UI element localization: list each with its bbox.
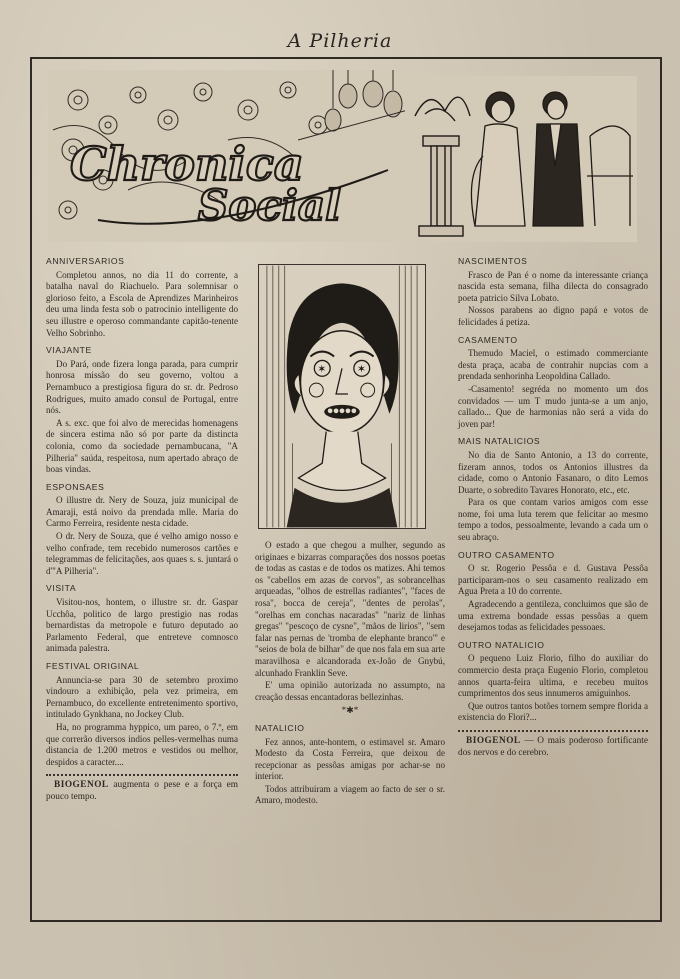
casamento-text-2: -Casamento! segréda no momento um dos convidados — um T mudo junta-se a um anjo, callado... Que de harmonias não será a vida do joven par! xyxy=(458,383,648,429)
dotted-divider xyxy=(458,730,648,732)
natalicio-text-1: Fez annos, ante-hontem, o estimavel sr. Amaro Modesto da Costa Ferreira, que deixou de recepcionar as pessôas amigas por achar-se no interior. xyxy=(255,736,445,782)
ad-text: augmenta o pese e a força em pouco tempo. xyxy=(46,780,238,803)
ad-text: — O mais poderoso fortificante dos nervos e do cerebro. xyxy=(458,735,648,758)
biogenol-ad-left xyxy=(46,780,238,804)
section-heading-nascimentos: NASCIMENTOS xyxy=(458,256,528,266)
chronica-social-banner xyxy=(48,70,408,242)
section-heading-anniversarios: ANNIVERSARIOS xyxy=(46,256,125,266)
asterism-divider: *✱* xyxy=(341,705,359,716)
outro-casamento-text-2: Agradecendo a gentileza, concluimos que são de uma extrema bondade essas pessôas a quem desejamos todas as felicidades pessoaes. xyxy=(458,599,648,633)
section-heading-casamento: CASAMENTO xyxy=(458,334,518,345)
casamento-text-1: Themudo Maciel, o estimado commerciante desta praça, acaba de contrahir nupcias com a prendada senhorinha Leopoldina Callado. xyxy=(458,348,648,382)
magazine-title: A Pilheria xyxy=(287,30,393,52)
ad-brand: BIOGENOL xyxy=(466,735,521,746)
festival-text-1: Annuncia-se para 30 de setembro proximo vindouro a exhibição, pela vez primeira, em Pernambuco, do excellente entretenimento sportivo, intitulado Gynkhana, no Jockey Club. xyxy=(46,674,238,720)
dotted-divider xyxy=(46,774,238,776)
outro-natalicio-text-1: O pequeno Luiz Florio, filho do auxiliar do commercio desta praça Eugenio Florio, completou annos quarta-feira ultima, e recebeu muitos cumprimentos dos seus innumeros amiguinhos. xyxy=(458,653,648,699)
outro-natalicio-text-2: Que outros tantos botões tornem sempre florida a existencia do Flori?... xyxy=(458,700,648,723)
right-column xyxy=(458,250,648,760)
section-heading-viajante: VIAJANTE xyxy=(46,345,92,356)
mais-natalicios-text-2: Para os que contam varios amigos com esse nome, foi uma luta terem que felicitar ao mesmo tempo a todos, pessoalmente, levando a cada um o seu abraço. xyxy=(458,497,648,543)
svg-text:✶: ✶ xyxy=(356,362,366,376)
anniversarios-text: Completou annos, no dia 11 do corrente, a batalha naval do Riachuelo. Para solemnisar o glorioso feito, a Escola de Aprendizes Marinheiros deu uma linda festa sob o patrocinio intelligente do seu illustre e operoso commandante capitão-tenente Velho Sobrinho. xyxy=(46,269,238,338)
nascimentos-text-2: Nossos parabens ao digno papá e votos de felicidades á petiza. xyxy=(458,305,648,327)
festival-text-2: Ha, no programma hyppico, um pareo, o 7.º, em que correrão diversos indios pelles-vermelhas numa distancia de 1.200 metros e vestidos ou melhor, despidos a caracter.... xyxy=(46,721,238,767)
nascimentos-text-1: Frasco de Pan é o nome da interessante criança nascida esta semana, filha dilecta do consagrado poeta patricio Silva Lobato. xyxy=(458,269,648,303)
viajante-text-1: Do Pará, onde fizera longa parada, para cumprir honrosa missão do seu governo, voltou a Pernambuco a prestigiosa figura do sr. dr. Pedroso Rodrigues, muito amado consul de Portugal, entre nós. xyxy=(46,358,238,416)
esponsaes-text-1: O illustre dr. Nery de Souza, juiz municipal de Amaraji, está noivo da prendada mlle. Maria do Carmo Ferreira, residente nesta cidade. xyxy=(46,495,238,529)
viajante-text-2: A s. exc. que foi alvo de merecidas homenagens de sincera estima não só por parte da distincta colonia, como da sociedade pernambucana, "A Pilheria" saúda, respeitosa, num apertado abraço de boas vindas. xyxy=(46,417,238,475)
section-heading-esponsaes: ESPONSAES xyxy=(46,481,105,492)
banner-title-social: Social xyxy=(198,181,342,230)
section-heading-natalicio: NATALICIO xyxy=(255,722,305,733)
essay-text-1: O estado a que chegou a mulher, segundo as originaes e bizarras comparações dos nossos poetas de todas as castas e de todos os matizes. Ahi temos os "cabellos em azas de corvos", as sobrancelhas arqueadas, "olhos de estrellas radiantes", "faces de rosa", bocca de cereja", "dentes de perolas", "orelhas em conchas nacaradas" "nariz de linhas gregas" "pescoço de cysne", "mãos de lirios", "sem falar nas pernas de 'tromba de elephante branco'" e "seios de bola de bilhar" de que nos fala em sua arte maravilhosa e alcandorada ex-João de Gnybú, alcunhado Franklin Seve. xyxy=(255,540,445,678)
section-heading-outro-natalicio: OUTRO NATALICIO xyxy=(458,639,545,650)
biogenol-ad-right xyxy=(458,736,648,760)
esponsaes-text-2: O dr. Nery de Souza, que é velho amigo nosso e velho confrade, tem recebido numerosos cartões e telegrammas de felicitações, aos quaes s. s. juntará o d'"A Pilheria". xyxy=(46,531,238,576)
section-heading-visita: VISITA xyxy=(46,583,77,594)
mais-natalicios-text-1: No dia de Santo Antonio, a 13 do corrente, fizeram annos, todos os Antonios illustres da cidade, como o Antonio Fasanaro, o dito Lemos Duarte, o sobredito Tavares Honorato, etc., etc. xyxy=(458,449,648,495)
natalicio-text-2: Todos attribuiram a viagem ao facto de ser o sr. Amaro, modesto. xyxy=(255,783,445,806)
outro-casamento-text-1: O sr. Rogerio Pessôa e d. Gustava Pessôa participaram-nos o seu casamento realizado em Agua Preta a 10 do corrente. xyxy=(458,563,648,597)
woman-portrait-caricature xyxy=(258,264,426,529)
banner-title-chronica: Chronica xyxy=(70,137,304,191)
left-column xyxy=(46,250,238,804)
ad-brand: BIOGENOL xyxy=(54,780,109,791)
section-heading-festival: FESTIVAL ORIGINAL xyxy=(46,661,140,671)
section-heading-outro-casamento: OUTRO CASAMENTO xyxy=(458,549,555,560)
visita-text: Visitou-nos, hontem, o illustre sr. dr. Gaspar Ucchôa, politico de largo prestigio nas rodas bernardistas da metropole e futuro deputado ao Parlamento Federal, que entreteve comnosco animada palestra. xyxy=(46,597,238,654)
svg-text:✶: ✶ xyxy=(317,362,327,376)
essay-text-2: E' uma opinião autorizada no assumpto, na creação dessas encantadoras bellezinhas. xyxy=(255,680,445,702)
couple-illustration xyxy=(405,76,637,242)
middle-column xyxy=(255,540,445,808)
section-heading-mais-natalicios: MAIS NATALICIOS xyxy=(458,436,541,447)
